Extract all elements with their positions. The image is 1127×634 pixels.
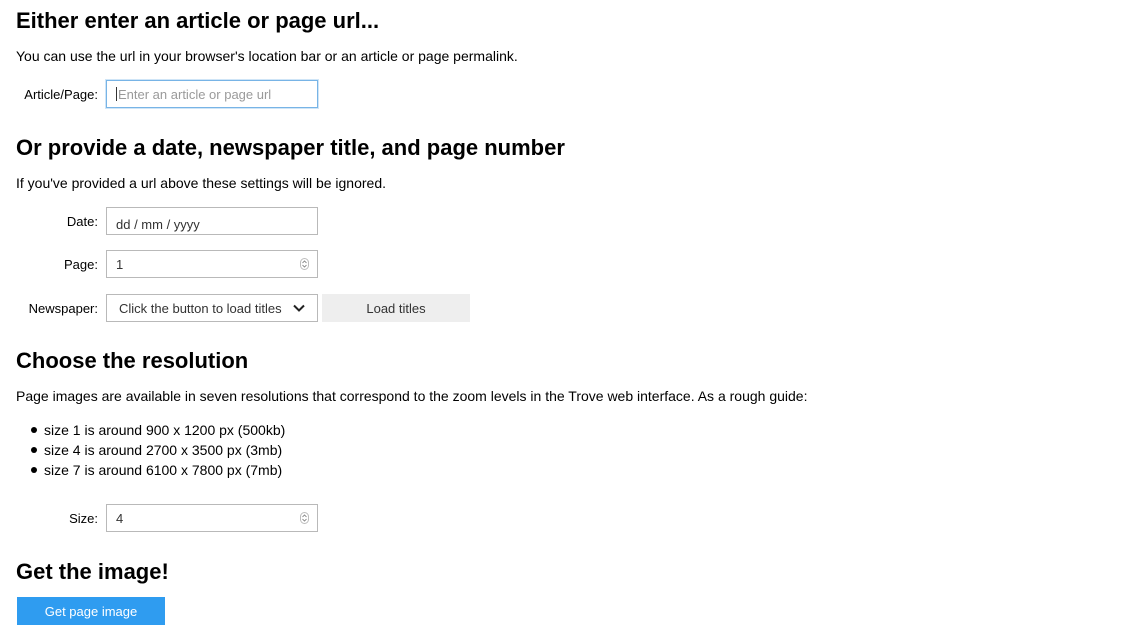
- details-section-description: If you've provided a url above these settings will be ignored.: [16, 175, 387, 191]
- date-input[interactable]: [106, 207, 318, 235]
- article-page-label: Article/Page:: [24, 86, 98, 102]
- list-item: size 1 is around 900 x 1200 px (500kb): [16, 420, 285, 440]
- date-row: [16, 207, 318, 235]
- page-label: Page:: [64, 256, 98, 272]
- date-placeholder: dd / mm / yyyy: [116, 216, 200, 232]
- page-row: [16, 250, 318, 278]
- article-page-row: [16, 80, 318, 108]
- url-section-description: You can use the url in your browser's location bar or an article or page permalink.: [16, 48, 518, 64]
- size-row: [16, 504, 318, 532]
- page-number-value: 1: [116, 256, 124, 272]
- newspaper-selected-value: Click the button to load titles: [119, 300, 282, 316]
- url-section-heading: Either enter an article or page url...: [16, 8, 380, 33]
- chevron-down-icon: [293, 304, 305, 312]
- article-page-placeholder: Enter an article or page url: [118, 86, 272, 102]
- article-page-input[interactable]: [106, 80, 318, 108]
- newspaper-select[interactable]: [106, 294, 318, 322]
- newspaper-label: Newspaper:: [28, 300, 98, 316]
- updown-stepper-icon[interactable]: [300, 512, 309, 524]
- list-item: size 4 is around 2700 x 3500 px (3mb): [16, 440, 285, 460]
- newspaper-row: [16, 294, 470, 322]
- resolution-guide-list: [16, 420, 285, 480]
- size-value: 4: [116, 510, 124, 526]
- date-label: Date:: [66, 213, 98, 229]
- updown-stepper-icon[interactable]: [300, 258, 309, 270]
- page-number-input[interactable]: [106, 250, 318, 278]
- details-section-heading: Or provide a date, newspaper title, and page number: [16, 135, 565, 160]
- load-titles-button[interactable]: Load titles: [322, 294, 470, 322]
- get-image-heading: Get the image!: [16, 559, 169, 584]
- resolution-section-heading: Choose the resolution: [16, 348, 249, 373]
- size-input[interactable]: [106, 504, 318, 532]
- resolution-section-description: Page images are available in seven resolutions that correspond to the zoom levels in the Trove web interface. As a rough guide:: [16, 388, 808, 404]
- list-item: size 7 is around 6100 x 7800 px (7mb): [16, 460, 285, 480]
- get-page-image-button[interactable]: Get page image: [17, 597, 165, 625]
- text-caret: [116, 87, 117, 101]
- size-label: Size:: [69, 510, 98, 526]
